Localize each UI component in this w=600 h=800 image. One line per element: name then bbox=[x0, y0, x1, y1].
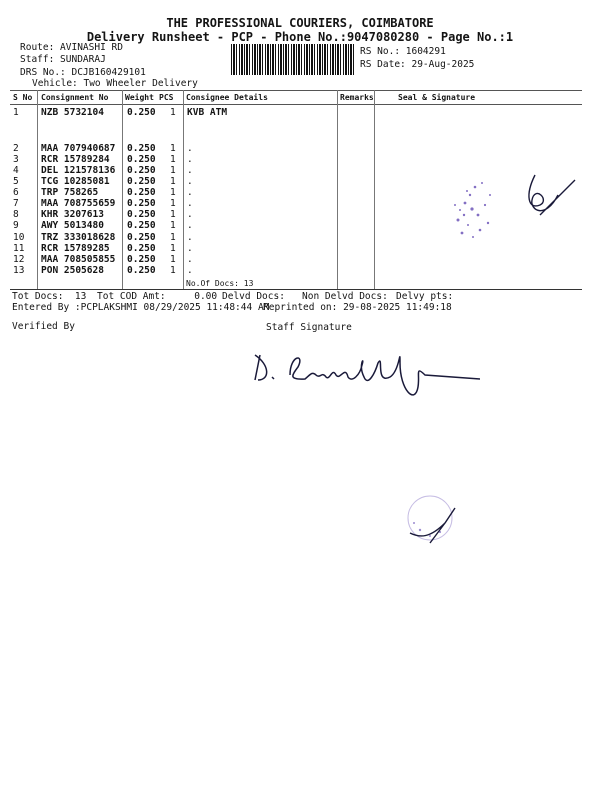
row-weight: 0.250 bbox=[127, 232, 156, 243]
row-pcs: 1 bbox=[170, 254, 176, 265]
staff-handwritten-signature bbox=[250, 335, 480, 415]
col-header-consignee: Consignee Details bbox=[186, 93, 268, 102]
row-sno: 10 bbox=[13, 232, 25, 243]
table-top-rule bbox=[10, 90, 582, 91]
row-sno: 1 bbox=[13, 107, 19, 118]
row-pcs: 1 bbox=[170, 198, 176, 209]
row-consignee-details: . bbox=[187, 143, 193, 154]
row-consignee-details: . bbox=[187, 187, 193, 198]
row-pcs: 1 bbox=[170, 165, 176, 176]
row-pcs: 1 bbox=[170, 232, 176, 243]
no-of-docs: No.Of Docs: 13 bbox=[186, 279, 254, 288]
col-divider bbox=[37, 90, 38, 289]
row-weight: 0.250 bbox=[127, 254, 156, 265]
row-sno: 2 bbox=[13, 143, 19, 154]
verified-by: Verified By bbox=[12, 321, 75, 332]
row-sno: 7 bbox=[13, 198, 19, 209]
row-consignment-no: TRZ 333018628 bbox=[41, 232, 116, 243]
row-weight: 0.250 bbox=[127, 265, 156, 276]
row-consignee-details: . bbox=[187, 232, 193, 243]
row-pcs: 1 bbox=[170, 143, 176, 154]
row-pcs: 1 bbox=[170, 220, 176, 231]
non-delivered-docs: Non Delvd Docs: bbox=[302, 291, 388, 302]
route-label: Route: AVINASHI RD bbox=[20, 42, 123, 53]
row-weight: 0.250 bbox=[127, 187, 156, 198]
row-consignment-no: TRP 758265 bbox=[41, 187, 99, 198]
row-sno: 3 bbox=[13, 154, 19, 165]
col-header-seal: Seal & Signature bbox=[398, 93, 476, 102]
row-sno: 9 bbox=[13, 220, 19, 231]
row-sno: 12 bbox=[13, 254, 25, 265]
reprinted-on: Reprinted on: 29-08-2025 11:49:18 bbox=[263, 302, 452, 313]
row-consignment-no: AWY 5013480 bbox=[41, 220, 104, 231]
row-consignee-details: . bbox=[187, 209, 193, 220]
delivery-points: Delvy pts: bbox=[396, 291, 454, 302]
row-sno: 11 bbox=[13, 243, 25, 254]
table-bottom-rule bbox=[10, 289, 582, 290]
staff-label: Staff: SUNDARAJ bbox=[20, 54, 106, 65]
staff-signature-label: Staff Signature bbox=[266, 322, 352, 333]
delivered-docs: Delvd Docs: bbox=[222, 291, 285, 302]
row-weight: 0.250 bbox=[127, 165, 156, 176]
row-consignment-no: DEL 121578136 bbox=[41, 165, 116, 176]
barcode bbox=[231, 44, 356, 75]
row-sno: 8 bbox=[13, 209, 19, 220]
row-consignee-details: . bbox=[187, 198, 193, 209]
seal-stamp-1 bbox=[440, 165, 580, 255]
row-consignee-details: . bbox=[187, 165, 193, 176]
row-sno: 4 bbox=[13, 165, 19, 176]
total-cod: Tot COD Amt: 0.00 bbox=[97, 291, 218, 302]
row-consignment-no: MAA 708505855 bbox=[41, 254, 116, 265]
row-consignee-details: . bbox=[187, 220, 193, 231]
row-weight: 0.250 bbox=[127, 176, 156, 187]
col-divider bbox=[183, 90, 184, 289]
col-header-sno: S No bbox=[13, 93, 33, 102]
row-consignee-details: . bbox=[187, 243, 193, 254]
row-consignment-no: NZB 5732104 bbox=[41, 107, 104, 118]
row-pcs: 1 bbox=[170, 265, 176, 276]
row-weight: 0.250 bbox=[127, 143, 156, 154]
row-consignment-no: PON 2505628 bbox=[41, 265, 104, 276]
table-header-rule bbox=[10, 104, 582, 105]
row-consignee-details: . bbox=[187, 176, 193, 187]
total-docs: Tot Docs: 13 bbox=[12, 291, 87, 302]
drs-number: DRS No.: DCJB160429101 bbox=[20, 67, 146, 78]
rs-date: RS Date: 29-Aug-2025 bbox=[360, 59, 475, 70]
row-consignment-no: RCR 15789285 bbox=[41, 243, 110, 254]
row-weight: 0.250 bbox=[127, 209, 156, 220]
row-sno: 6 bbox=[13, 187, 19, 198]
row-pcs: 1 bbox=[170, 107, 176, 118]
row-weight: 0.250 bbox=[127, 243, 156, 254]
row-consignment-no: MAA 708755659 bbox=[41, 198, 116, 209]
row-weight: 0.250 bbox=[127, 154, 156, 165]
row-consignment-no: MAA 707940687 bbox=[41, 143, 116, 154]
entered-by: Entered By :PCPLAKSHMI 08/29/2025 11:48:44 AM bbox=[12, 302, 270, 313]
row-pcs: 1 bbox=[170, 176, 176, 187]
row-weight: 0.250 bbox=[127, 220, 156, 231]
col-header-consignment: Consignment No bbox=[41, 93, 109, 102]
row-consignee-details: . bbox=[187, 265, 193, 276]
col-header-weight: Weight bbox=[125, 93, 154, 102]
row-pcs: 1 bbox=[170, 243, 176, 254]
row-weight: 0.250 bbox=[127, 107, 156, 118]
vehicle-label: Vehicle: Two Wheeler Delivery bbox=[32, 78, 198, 89]
col-header-remarks: Remarks bbox=[340, 93, 374, 102]
row-weight: 0.250 bbox=[127, 198, 156, 209]
col-header-pcs: PCS bbox=[159, 93, 174, 102]
rs-number: RS No.: 1604291 bbox=[360, 46, 446, 57]
row-consignee-details: KVB ATM bbox=[187, 107, 228, 118]
col-divider bbox=[337, 90, 338, 289]
company-title: THE PROFESSIONAL COURIERS, COIMBATORE bbox=[166, 16, 434, 30]
row-consignee-details: . bbox=[187, 154, 193, 165]
row-sno: 13 bbox=[13, 265, 25, 276]
col-divider bbox=[374, 90, 375, 289]
seal-stamp-2 bbox=[400, 488, 470, 553]
row-consignment-no: RCR 15789284 bbox=[41, 154, 110, 165]
row-pcs: 1 bbox=[170, 187, 176, 198]
row-pcs: 1 bbox=[170, 209, 176, 220]
row-pcs: 1 bbox=[170, 154, 176, 165]
col-divider bbox=[122, 90, 123, 289]
row-consignment-no: KHR 3207613 bbox=[41, 209, 104, 220]
row-consignee-details: . bbox=[187, 254, 193, 265]
row-consignment-no: TCG 10285081 bbox=[41, 176, 110, 187]
runsheet-subtitle: Delivery Runsheet - PCP - Phone No.:9047080280 - Page No.:1 bbox=[86, 30, 514, 44]
row-sno: 5 bbox=[13, 176, 19, 187]
